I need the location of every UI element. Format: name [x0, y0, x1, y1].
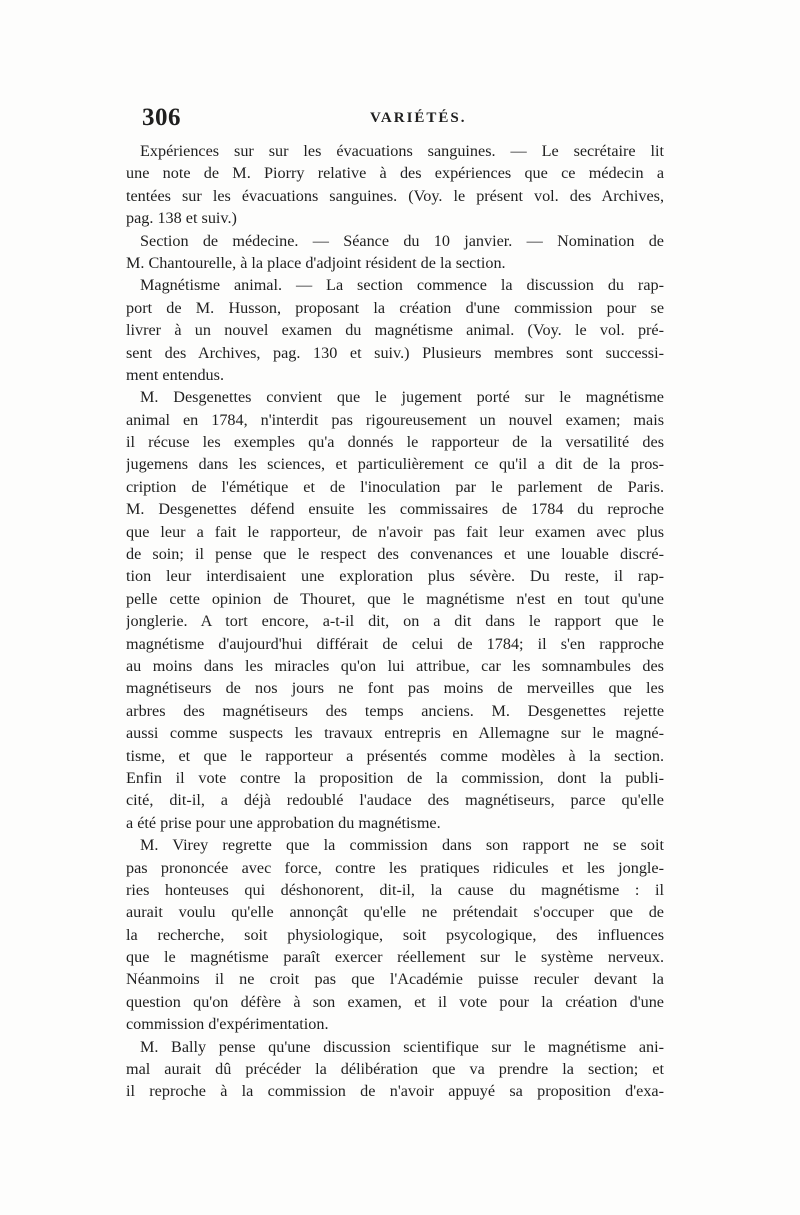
- text-line: sent des Archives, pag. 130 et suiv.) Plusieurs membres sont successi-: [126, 343, 664, 362]
- text-line: pelle cette opinion de Thouret, que le magnétisme n'est en tout qu'une: [126, 589, 664, 608]
- text-line: au moins dans les miracles qu'on lui attribue, car les somnambules des: [126, 656, 664, 675]
- text-line: cité, dit-il, a déjà redoublé l'audace des magnétiseurs, parce qu'elle: [126, 791, 664, 810]
- text-line: a été prise pour une approbation du magnétisme.: [126, 813, 441, 832]
- text-line: pas prononcée avec force, contre les pratiques ridicules et les jongle-: [126, 858, 664, 877]
- text-line: que leur a fait le rapporteur, de n'avoir pas fait leur examen avec plus: [126, 522, 664, 541]
- text-line: magnétiseurs de nos jours ne font pas moins de merveilles que les: [126, 679, 664, 698]
- text-line: tion leur interdisaient une exploration plus sévère. Du reste, il rap-: [126, 567, 664, 586]
- text-line: pag. 138 et suiv.): [126, 209, 237, 228]
- text-line: cription de l'émétique et de l'inoculation par le parlement de Paris.: [126, 477, 664, 496]
- text-line: M. Chantourelle, à la place d'adjoint résident de la section.: [126, 253, 506, 272]
- text-line: de soin; il pense que le respect des convenances et une louable discré-: [126, 545, 664, 564]
- text-line: Section de médecine. — Séance du 10 janvier. — Nomination de: [140, 231, 664, 250]
- text-line: ries honteuses qui déshonorent, dit-il, la cause du magnétisme : il: [126, 880, 664, 899]
- text-line: jugemens dans les sciences, et particulièrement ce qu'il a dit de la pros-: [126, 455, 664, 474]
- running-head: [140, 104, 660, 134]
- text-line: M. Desgenettes convient que le jugement porté sur le magnétisme: [140, 388, 664, 407]
- text-line: animal en 1784, n'interdit pas rigoureusement un nouvel examen; mais: [126, 410, 664, 429]
- running-title: VARIÉTÉS.: [370, 110, 467, 126]
- text-line: Expériences sur sur les évacuations sanguines. — Le secrétaire lit: [140, 142, 664, 160]
- page-number: 306: [142, 104, 181, 131]
- text-line: la recherche, soit physiologique, soit psycologique, des influences: [126, 925, 664, 944]
- text-line: M. Desgenettes défend ensuite les commissaires de 1784 du reproche: [126, 500, 664, 519]
- body-text: [126, 140, 664, 1103]
- text-line: Magnétisme animal. — La section commence la discussion du rap-: [140, 276, 664, 295]
- text-line: tentées sur les évacuations sanguines. (Voy. le présent vol. des Archives,: [126, 186, 664, 205]
- text-line: jonglerie. A tort encore, a-t-il dit, on a dit dans le rapport que le: [126, 612, 664, 631]
- text-line: aurait voulu qu'elle annonçât qu'elle ne prétendait s'occuper que de: [126, 903, 664, 922]
- text-line: M. Virey regrette que la commission dans son rapport ne se soit: [140, 836, 664, 855]
- text-line: il récuse les exemples qu'a donnés le rapporteur de la versatilité des: [126, 433, 664, 452]
- text-line: tisme, et que le rapporteur a présentés comme modèles à la section.: [126, 746, 664, 765]
- text-line: une note de M. Piorry relative à des expériences que ce médecin a: [126, 164, 664, 183]
- text-line: commission d'expérimentation.: [126, 1015, 329, 1034]
- text-line: arbres des magnétiseurs des temps anciens. M. Desgenettes rejette: [126, 701, 664, 720]
- text-line: question qu'on défère à son examen, et il vote pour la création d'une: [126, 992, 664, 1011]
- text-line: mal aurait dû précéder la délibération que va prendre la section; et: [126, 1060, 664, 1079]
- text-line: que le magnétisme paraît exercer réellement sur le système nerveux.: [126, 948, 664, 967]
- text-line: M. Bally pense qu'une discussion scientifique sur le magnétisme ani-: [140, 1037, 664, 1056]
- text-line: livrer à un nouvel examen du magnétisme animal. (Voy. le vol. pré-: [126, 321, 664, 340]
- text-line: il reproche à la commission de n'avoir appuyé sa proposition d'exa-: [126, 1082, 664, 1101]
- text-line: aussi comme suspects les travaux entrepris en Allemagne sur le magné-: [126, 724, 664, 743]
- text-line: magnétisme d'aujourd'hui différait de celui de 1784; il s'en rapproche: [126, 634, 664, 653]
- text-line: Néanmoins il ne croit pas que l'Académie puisse reculer devant la: [126, 970, 664, 989]
- text-line: port de M. Husson, proposant la création d'une commission pour se: [126, 298, 664, 317]
- text-line: ment entendus.: [126, 365, 225, 384]
- text-line: Enfin il vote contre la proposition de la commission, dont la publi-: [126, 768, 664, 787]
